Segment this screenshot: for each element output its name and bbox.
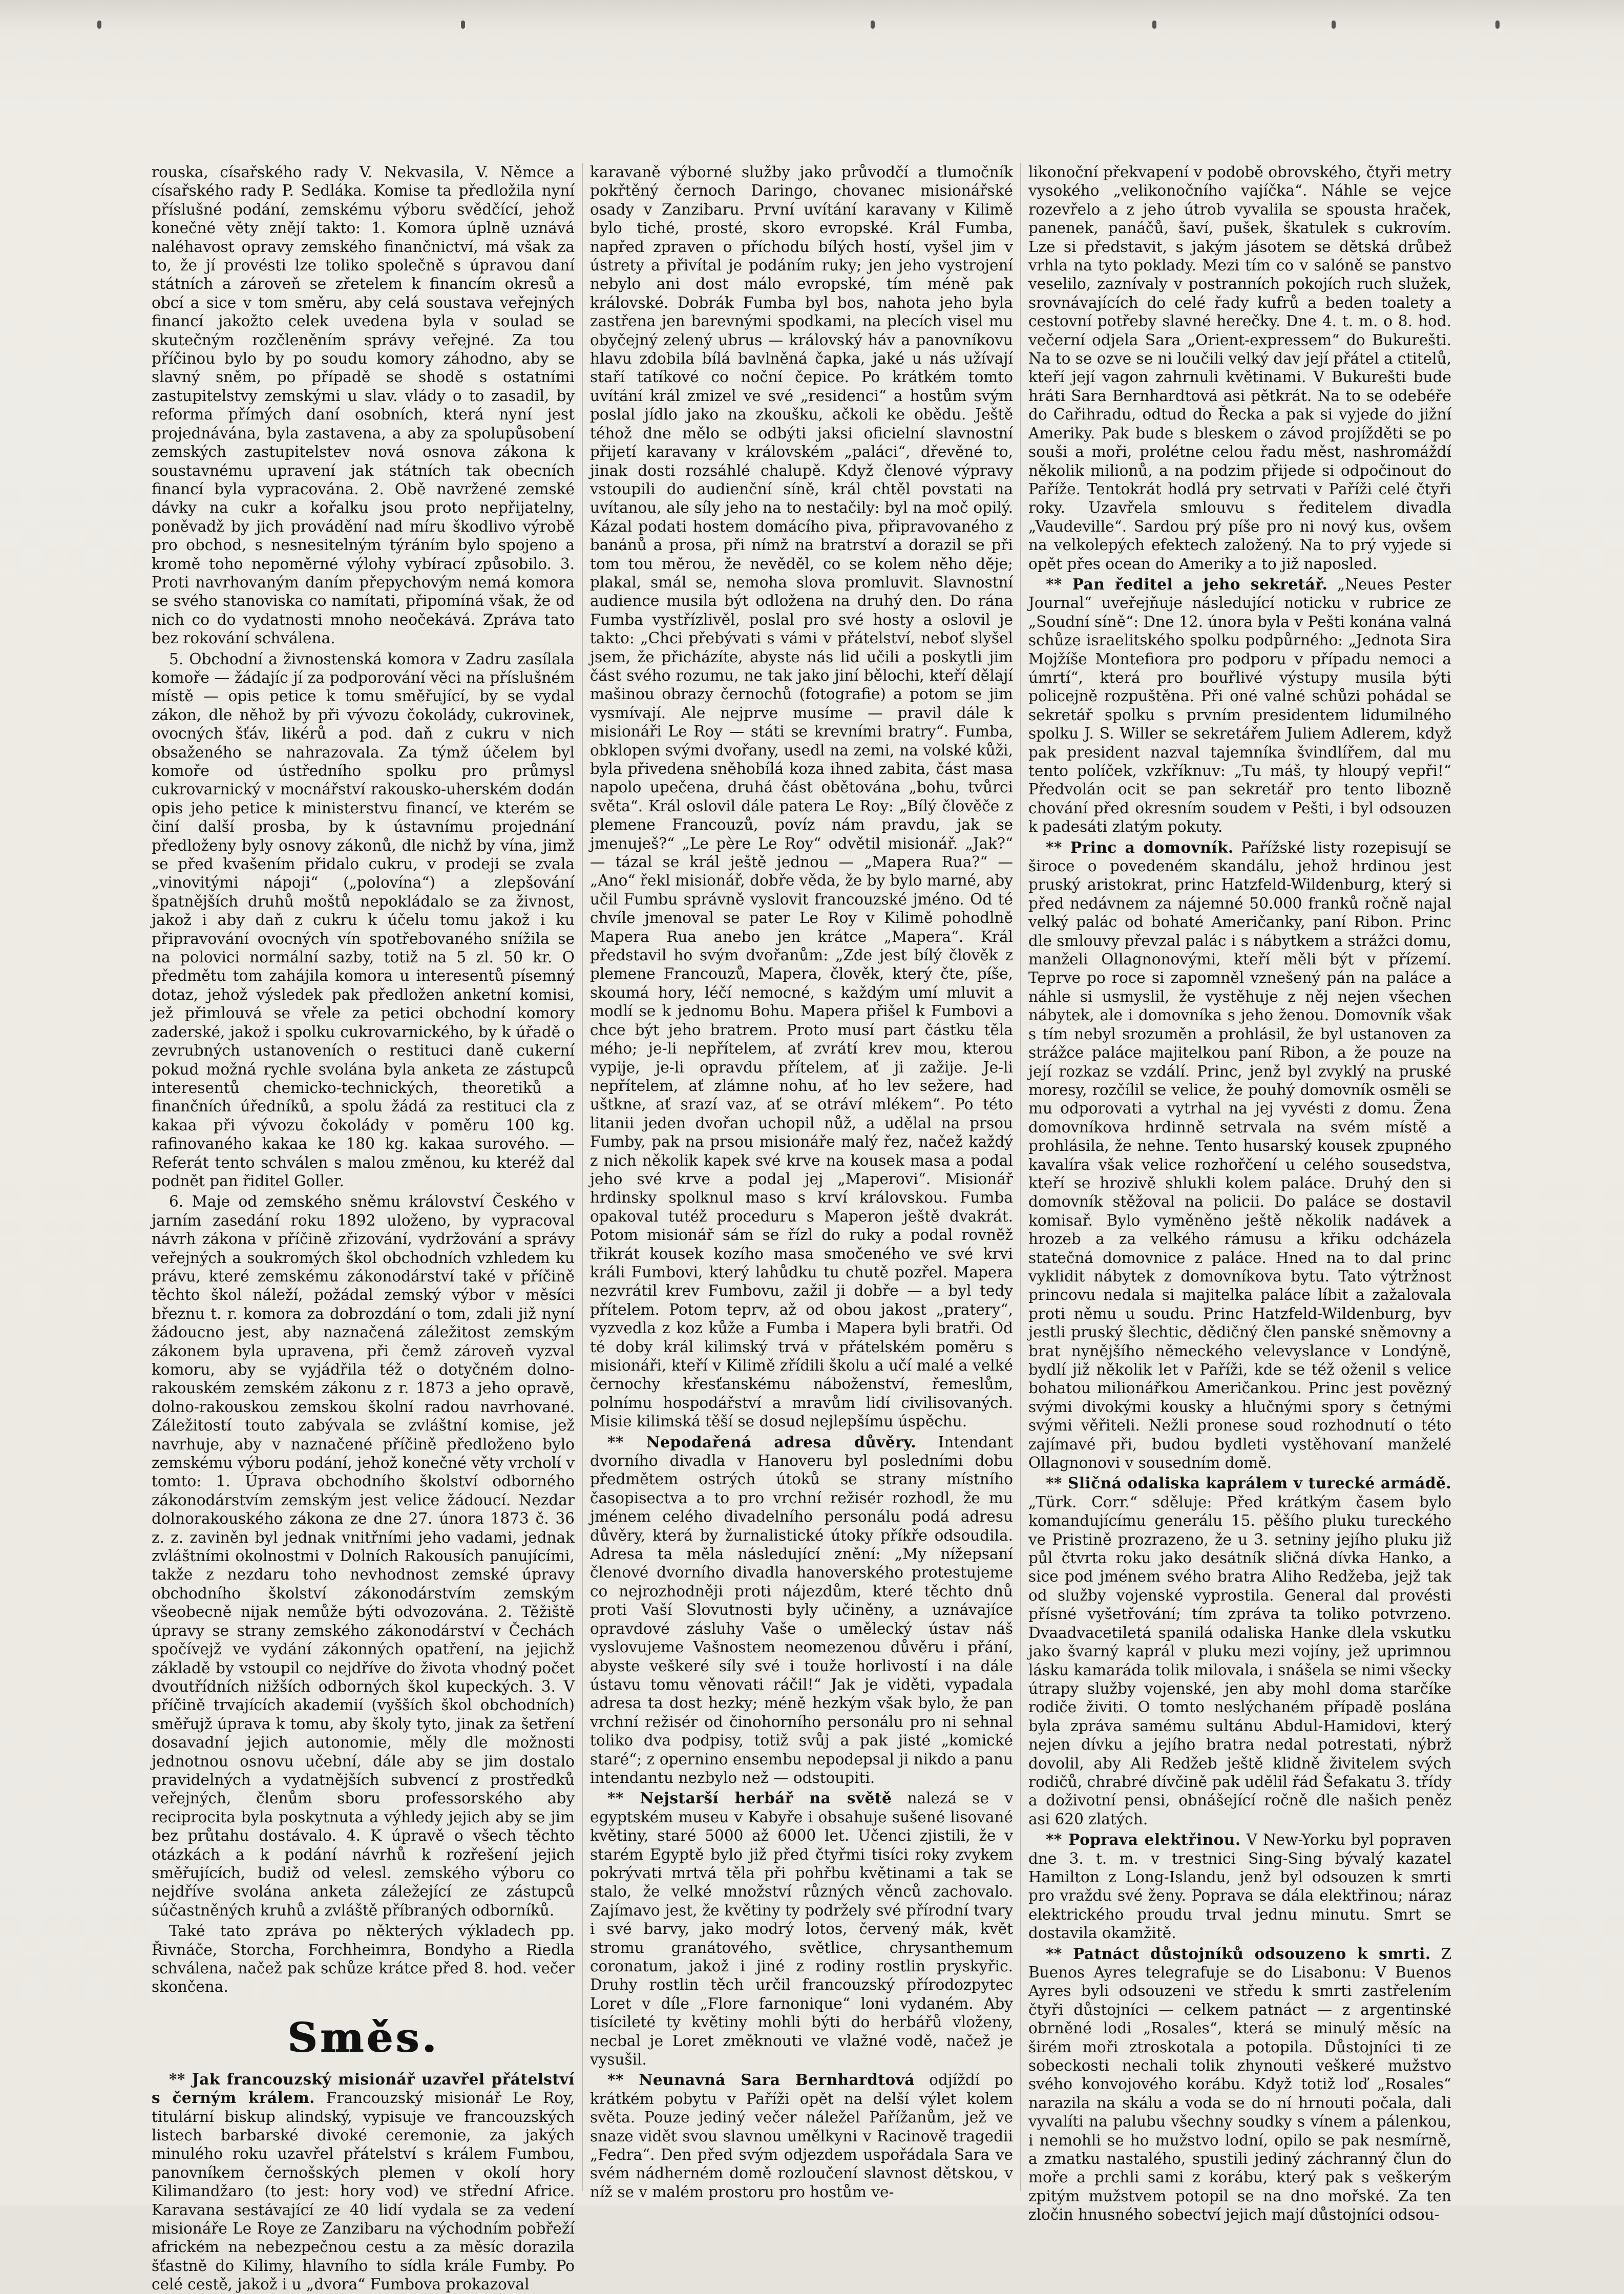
paragraph (152, 650, 575, 1191)
paragraph-text: Z Buenos Ayres telegrafuje se do Lisabonu: V Buenos Ayres byli odsouzeni ve středu k smrti zastřelením čtyři důstojníci — celkem patnáct — z argentinské obrněné lodi „Rosales“, která se minulý měsíc na širém moři ztroskotala a potopila. Důstojníci ti ze sobeckosti nechali tolik zhynouti veškeré mužstvo svého konvojového korábu. Když totiž loď „Rosales“ narazila na skálu a voda se do ní hrnouti počala, dali vyvalíti na palubu všechny soudky s vínem a pálenkou, i nemohli se ho mužstvo lodní, opilo se pak nesmírně, a zmatku nastalého, spustili jediný záchranný člun do moře a prchli sami z korábu, který pak s veškerým zpitým mužstvem potopil se na dno mořské. Za ten zločin hnusného sobectví jejich mají důstojníci odsou- (1028, 1945, 1452, 2224)
news-item (1028, 1830, 1451, 1942)
column-1 (152, 163, 575, 2293)
paragraph-text: Francouzský misionář Le Roy, titulární biskup alindský, vypisuje ve francouzských listech barbarské divoké ceremonie, za jakých minulého roku uzavřel přátelství s králem Fumbou, panovníkem černošských plemen v okolí hory Kilimandžaro (to jest: hory vod) ve střední Africe. Karavana sestávající ze 40 lidí vydala se za vedení misionáře Le Roye ze Zanzibaru na východním pobřeží africkém na nebezpečnou cestu a za měsíc dorazila šťastně do Kilimy, hlavního to sídla krále Fumby. Po celé cestě, jakož i u „dvora“ Fumbova prokazoval (152, 2089, 575, 2293)
news-item-headline: ** Poprava elektřinou. (1046, 1830, 1241, 1849)
news-item-headline: ** Jak francouzský misionář uzavřel přátelství s černým králem. (152, 2070, 575, 2107)
paragraph (590, 163, 1013, 1431)
paragraph-text: V New-Yorku byl popraven dne 3. t. m. v trestnici Sing-Sing bývalý kazatel Hamilton z Long-Islandu, jenž byl odsouzen k smrti pro vraždu své ženy. Poprava se dála elektřinou; náraz elektrického proudu trval jednu minutu. Smrt se dostavila okamžitě. (1028, 1831, 1451, 1942)
paragraph-text: nalezá se v egyptském museu v Kabyře i obsahuje sušené lisované květiny, staré 5000 až 6000 let. Učenci zjistili, že v starém Egyptě bylo již před čtyřmi tisíci roky zvykem pokrývati mrtvá těla při pohřbu květinami a tak se stalo, že velké množství různých věnců zachovalo. Zajímavo jest, že květiny ty podržely své přírodní tvary i své barvy, jako modrý lotos, červený mák, květ stromu granátového, světlice, chrysanthemum coronatum, jakož i jiné z rodiny rostlin pryskyřic. Druhy rostlin těch určil francouzský přírodozpytec Loret v díle „Flore farnonique“ loni vydaném. Aby tisícileté ty květiny mohli býti do herbářů vloženy, necbal je Loret změknouti ve vlažné vodě, načež je vysušil. (590, 1790, 1013, 2069)
news-item-headline: ** Nepodařená adresa důvěry. (607, 1433, 917, 1451)
news-item (152, 2070, 575, 2294)
section-heading: Směs. (287, 2013, 439, 2061)
paragraph-text: rouska, císařského rady V. Nekvasila, V. Němce a císařského rady P. Sedláka. Komise ta předložila nyní příslušné podání, zemskému výboru svědčící, jehož konečné věty znějí takto: 1. Komora úplně uznává naléhavost opravy zemského finančnictví, má však za to, že jí provésti lze toliko společně s úpravou daní státních a zároveň se zřetelem k financím okresů a obcí a sice v tom směru, aby celá soustava veřejných financí jakožto celek uvedena byla v soulad se skutečným rozčleněním správy veřejné. Za tou příčinou bylo by po soudu komory záhodno, aby se slavný sněm, po případě se shodě s ostatními zastupitelstvy zemskými u slav. vlády o to zasadil, by reforma přímých daní osobních, která nyní jest projednávána, byla zastavena, a aby za spolupůsobení zemských zastupitelstev nová osnova zákona k soustavnému upravení jak státních tak obecních financí byla vypracována. 2. Obě navržené zemské dávky na cukr a kořalku jsou proto nepřijatelny, poněvadž by jich provádění nad míru škodlivo výrobě pro obchod, s nesnesitelným týráním bylo spojeno a kromě toho nepoměrné výlohy vybírací způsobilo. 3. Proti navrhovaným daním přepychovým nemá komora se svého stanoviska co namítati, připomíná však, že od nich co do vydatnosti mnoho neočekává. Zpráva tato bez rokování schválena. (152, 163, 575, 647)
paragraph-text: 6. Maje od zemského sněmu království Českého v jarním zasedání roku 1892 uloženo, by vypracoval návrh zákona v příčině zřizování, vydržování a správy veřejných a soukromých škol obchodních vzhledem ku právu, které zemskému zákonodárství také v příčině těchto škol náleží, požádal zemský výbor v měsíci březnu t. r. komora za dobrozdání o tom, zdali již nyní žádoucno jest, aby naznačená záležitost zemským zákonem byla upravena, při čemž zároveň vyzval komoru, aby se vyjádřila též o dotyčném dolno-rakouském zemském zákonu z r. 1873 a jeho opravě, dolno-rakouskou zemskou školní radou navrhované. Záležitostí touto zabývala se zvláštní komise, jež navrhuje, aby v naznačené příčině předloženo bylo zemskému výboru podání, jehož konečné věty vrcholí v tomto: 1. Úprava obchodního školství odborného zákonodárstvím zemským jest velice žádoucí. Nezdar dolnorakouského zákona ze dne 27. února 1873 č. 36 z. z. zaviněn byl jednak vnitřními jeho vadami, jednak zvláštními okolnostmi v Dolních Rakousích panujícími, takže z nezdaru toho nevhodnost zemské úpravy obchodního školství zákonodárstvím zemským všeobecně nijak nemůže býti odvozována. 2. Těžiště úpravy se strany zemského zákonodárství v Čechách spočívejž ve vydání zákonných opatření, na jejichž základě by vstoupil co nejdříve do života vhodný počet dvoutřídních nižších odborných škol kupeckých. 3. V příčině trvajících akademií (vyšších škol obchodních) směřujž úprava k tomu, aby školy tyto, jinak za šetření dosavadní jejich autonomie, měly dle možnosti jednotnou osnovu učební, dále aby se jim dostalo pravidelných a vydatnějších subvencí z prostředků veřejných, členům sboru professorského aby reciprocita byla poskytnuta a výhledy jejich aby se jim bez průtahu dostávalo. 4. K úpravě o všech těchto otázkách a k podání návrhů k rozřešení jejich směřujících, budiž od velesl. zemského výboru co nejdříve svolána anketa záležející ze zástupců súčastněných kruhů a zvláště příbraných odborníků. (152, 1193, 575, 1919)
paragraph-text: Také tato zpráva po některých výkladech pp. Řivnáče, Storcha, Forchheimra, Bondyho a Riedla schválena, načež pak schůze krátce před 8. hod. večer skončena. (152, 1922, 575, 1996)
paragraph-text: 5. Obchodní a živnostenská komora v Zadru zasílala komoře — žádajíc jí za podporování věci na příslušném místě — opis petice k tomu směřující, by se vydal zákon, dle něhož by při vývozu čokolády, cukrovinek, ovocných šťáv, likérů a pod. daň z cukru v nich obsaženého se nahrazovala. Za týmž účelem byl komoře od ústředního spolku pro průmysl cukrovarnický v mocnářství rakousko-uherském dodán opis jeho petice k ministerstvu financí, ve kterém se činí další prosba, by k ústavnímu projednání předloženy byly osnovy zákonů, dle nichž by vína, jimž se před kvašením přidalo cukru, v prodeji se zvala „vinovitými nápoji“ („polovína“) a zlepšování špatnějších druhů moštů nepokládalo se za živnost, jakož i aby daň z cukru k účelu tomu jakož i ku připravování ovocných vín spotřebovaného snížila se na polovici normální sazby, totiž na 5 zl. 50 kr. O předmětu tom zahájila komora u interesentů písemný dotaz, jehož výsledek pak předložen anketní komisi, jež přimlouvá se vřele za petici obchodní komory zaderské, jakož i spolku cukrovarnického, by k úřadě o zevrubných ustanoveních o restituci daně cukerní pokud možná rychle svolána byla anketa ze zástupců interesentů chemicko-technických, theoretiků a finančních úředníků, a spolu žádá za restituci cla z kakaa při vývozu čokolády v poměru 100 kg. rafinovaného kakaa ke 180 kg. kakaa surového. — Referát tento schválen s malou změnou, ku kteréž dal podnět pan řiditel Goller. (152, 650, 575, 1190)
text-columns (152, 163, 1524, 2293)
paragraph (152, 1922, 575, 1996)
paragraph-text: likonoční překvapení v podobě obrovského, čtyři metry vysokého „velikonočního vajíčka“. Náhle se vejce rozevřelo a z jeho útrob vyvalila se spousta hraček, panenek, panáčů, šaví, pušek, škatulek s cukrovím. Lze si představit, s jakým jásotem se dětská drůbež vrhla na tyto poklady. Mezi tím co v salóně se panstvo veselilo, zaznívaly v postranních pokojích ruch služek, srovnávajících do celé řady kufrů a beden toalety a cestovní potřeby slavné herečky. Dne 4. t. m. o 8. hod. večerní odjela Sara „Orient-expressem“ do Bukurešti. Na to se ozve se ni loučili velký dav její přátel a ctitelů, kteří její vagon zahrnuli květinami. V Bukurešti bude hráti Sara Bernhardtová asi pětkrát. Na to se odebéře do Cařihradu, odtud do Řecka a pak si vyjede do jižní Ameriky. Pak bude s bleskem o závod projížděti se po souši a moři, prolétne celou řadu měst, nashromáždí několik milionů, a na podzim přijede si odpočinout do Paříže. Tentokrát hodlá pry setrvati v Paříži celé čtyři roky. Uzavřela smlouvu s ředitelem divadla „Vaudeville“. Sardou prý píše pro ni nový kus, ovšem na velkolepých efektech založený. Na to prý vyjede si opět přes ocean do Ameriky a to již naposled. (1028, 163, 1451, 573)
news-item-headline: ** Sličná odaliska kaprálem v turecké armádě. (1046, 1474, 1451, 1492)
news-item (1028, 575, 1451, 836)
news-item (590, 2071, 1013, 2201)
paragraph-text: „Neues Pester Journal“ uveřejňuje následující noticku v rubrice ze „Soudní síně“: Dne 12. února byla v Pešti konána valná schůze israelitského spolku podpůrného: „Jednota Sira Mojžíše Montefiora pro podporu v případu nemoci a úmrtí“, která pro bouřlivé výstupy musila býti policejně rozpuštěna. Při oné valné schůzi pohádal se sekretář spolku s prvním presidentem lidumilného spolku J. S. Willer se sekretářem Juliem Adlerem, když pak president nazval tajemníka švindlířem, dal mu tento políček, vzkříknuv: „Tu máš, ty hloupý vepři!“ Předvolán ocit se pan sekretář pro tento libozně chování před okresním soudem v Pešti, i byl odsouzen k padesáti zlatým pokuty. (1028, 575, 1451, 836)
news-item (1028, 838, 1451, 1472)
news-item-headline: ** Pan ředitel a jeho sekretář. (1046, 575, 1328, 593)
news-item-headline: ** Nejstarší herbář na světě (607, 1789, 892, 1807)
news-item-headline: ** Princ a domovník. (1046, 838, 1234, 856)
paragraph-text: Pařížské listy rozepisují se široce o povedeném skandálu, jehož hrdinou jest pruský aristokrat, princ Hatzfeld-Wildenburg, který si před nedávnem za nájemné 50.000 franků ročně najal velký palác od bohaté Američanky, paní Ribon. Princ dle smlouvy převzal palác i s nábytkem a strážci domu, manželi Ollagnonovými, kteří měli být v přízemí. Teprve po roce si zapomněl vznešený pán na paláce a náhle si usmyslil, že vystěhuje z něj nejen všechen nábytek, ale i domovníka s jeho ženou. Domovník však s tím nebyl srozuměn a prohlásil, že byl ustanoven za strážce paláce majitelkou paní Ribon, a že pouze na její rozkaz se vzdálí. Princ, jenž byl zvyklý na pruské moresy, rozčílil se velice, že pouhý domovník osměli se mu odporovati a vytrhal na jej vyvésti z domu. Žena domovníkova hrdinně setrvala na svém místě a prohlásila, že nehne. Tento husarský kousek zpupného kavalíra však velice rozhořčení u celého sousedstva, kteří se hrozivě shlukli kolem paláce. Druhý den si domovník stěžoval na policii. Do paláce se dostavil komisař. Bylo vyměněno ještě několik nadávek a hrozeb a za velkého rámusu a křiku odcházela statečná domovnice z paláce. Hned na to dal princ vyklidit nábytek z domovníkova bytu. Tato výtržnost princovu nedala si majitelka paláce líbit a zažalovala proti němu u soudu. Princ Hatzfeld-Wildenburg, byv jestli pruský šlechtic, dědičný člen panské sněmovny a brat nynějšího německého velevyslance v Londýně, bydlí již několik let v Paříži, kde se též oženil s velice bohatou milionářkou Američankou. Princ jest povězný svými divokými kousky a hlučnými spory s četnými svými věřiteli. Nežli pronese soud rozhodnutí o této zajímavé při, budou bydleti vystěhovaní manželé Ollagnonovi v sousedním domě. (1028, 838, 1451, 1472)
column-3 (1020, 163, 1452, 2224)
news-item-headline: ** Neunavná Sara Bernhardtová (607, 2071, 915, 2089)
page-edge-marks (0, 20, 1624, 41)
news-item (590, 1789, 1013, 2069)
paragraph-text: odjíždí po krátkém pobytu v Paříži opět na delší výlet kolem světa. Pouze jediný večer náležel Pařížanům, jež ve snaze vidět svou slavnou umělkyni v Racinově tragedii „Fedra“. Den před svým odjezdem uspořádala Sara ve svém nádherném domě rozloučení slavnost dětskou, v níž se v malém prostoru pro hostům ve- (590, 2071, 1013, 2201)
paragraph-text: karavaně výborné služby jako průvodčí a tlumočník pokřtěný černoch Daringo, chovanec misionářské osady v Zanzibaru. První uvítání karavany v Kilimě bylo tiché, prosté, skoro evropské. Král Fumba, napřed zpraven o příchodu bílých hostí, vyšel jim v ústrety a přivítal je podáním ruky; jen jeho vystrojení nebylo ani dost málo evropské, tím méně pak královské. Dobrák Fumba byl bos, nahota jeho byla zastřena jen barevnými spodkami, na plecích visel mu obyčejný zelený ubrus — královský háv a panovníkovu hlavu zdobila bílá bavlněná čapka, jaké u nás užívají staří tatíkové co noční čepice. Po krátkém tomto uvítání král zmizel ve své „residenci“ a hostům svým poslal jídlo jako na zkoušku, ačkoli ke obědu. Ještě téhož dne mělo se odbýti jaksi oficielní slavnostní přijetí karavany v královském „paláci“, dřevěné to, jinak dosti rozsáhlé chalupě. Když členové výpravy vstoupili do audienční síně, král chtěl povstati na uvítanou, ale síly jeho na to nestačily: byl na moč opilý. Kázal podati hostem domácího piva, připravovaného z banánů a prosa, při nímž na bratrství a dorazil se při tom tou měrou, že nevěděl, co se kolem něho děje; plakal, smál se, nemoha slova promluvit. Slavnostní audience musila být odložena na druhý den. Do rána Fumba vystřízlivěl, poslal pro své hosty a oslovil je takto: „Chci přebývati s vámi v přátelství, neboť slyšel jsem, že přicházíte, abyste nás lid učili a poskytli jim část svého rozumu, ne tak jako jiní bělochi, kteří dělají mašinou obrazy černochů (fotografie) a potom se jim vysmívají. Ale nejprve musíme — pravil dále k misionáři Le Roy — státi se krevními bratry“. Fumba, obklopen svými dvořany, usedl na zemi, na volské kůži, byla přivedena sněhobílá koza ihned zabita, část masa napolo upečena, druhá část obětována „bohu, tvůrci světa“. Král oslovil dále patera Le Roy: „Bílý člověče z plemene Francouzů, povíz nám pravdu, jak se jmenuješ?“ „Le père Le Roy“ odvětil misionář. „Jak?“ — tázal se král ještě jednou — „Mapera Rua?“ — „Ano“ řekl misionář, dobře věda, že by bylo marné, aby učil Fumbu správně vyslovit francouzské jméno. Od té chvíle jmenoval se pater Le Roy v Kilimě pohodlně Mapera Rua anebo jen krátce „Mapera“. Král představil ho svým dvořanům: „Zde jest bílý člověk z plemene Francouzů, Mapera, člověk, který čte, píše, skoumá hory, léčí nemocné, s každým umí mluvit a modlí se k jednomu Bohu. Mapera přišel k Fumbovi a chce být jeho bratrem. Proto musí part částku těla mého; je-li nepřítelem, ať zvrátí krev mou, kterou vypije, je-li opravdu přítelem, ať ji zažije. Je-li nepřítelem, ať zlámne nohu, ať ho lev sežere, had uštkne, ať srazí vaz, ať se otráví mlékem“. Po této litanii jeden dvořan uchopil nůž, a udělal na prsou Fumby, pak na prsou misionáře malý řez, načež každý z nich několik kapek své krve na kousek masa a podal jeho své krve a podal jej „Maperovi“. Misionář hrdinsky spolknul maso s krví královskou. Fumba opakoval tutéž proceduru s Maperon ještě dvakrát. Potom misionář sám se řízl do ruky a podal rovněž třikrát kousek kozího masa smočeného ve své krvi králi Fumbovi, který lahůdku tu chutě pozřel. Mapera nezvrátil krev Fumbovu, zažil ji dobře — a byl tedy přítelem. Potom teprv, až od obou jakost „pratery“, vyzvedla z koz kůže a Fumba i Mapera byli bratři. Od té doby král kilimský trvá v přátelském poměru s misionáři, kteří v Kilimě zřídili školu a učí malé a velké černochy křesťanskému náboženství, řemeslům, polnímu hospodářství a mravům lidí civilisovaných. Misie kilimská těší se dosud nejlepšímu úspěchu. (590, 163, 1013, 1430)
paragraph (1028, 163, 1451, 573)
news-item (1028, 1945, 1451, 2224)
news-item (1028, 1474, 1451, 1828)
paragraph (152, 1192, 575, 1920)
paragraph-text: Intendant dvorního divadla v Hanoveru byl posledními dobu předmětem ostrých útoků se strany místního časopisectva a to pro vrchní režisér rozhodl, že mu jménem celého divadelního personálu podá adresu důvěry, která by žurnalistické útoky příkře odsoudila. Adresa ta měla následující znění: „My nížepsaní členové dvorního divadla hanoverského protestujeme co nejrozhodněji proti nájezdům, které těchto dnů proti Vaší Slovutnosti byly učiněny, a uznávajíce opravdové zásluhy Vaše o umělecký ústav náš vyslovujeme Vašnostem neomezenou důvěru i přání, abyste veškeré síly své i touže horlivostí i na dále ústavu tomu věnovati ráčil!“ Jak je viděti, vypadala adresa ta dost hezky; méně hezkým však bylo, že pan vrchní režisér od činohorního personálu pro ni sehnal toliko dva podpisy, totiž svůj a pak jisté „komické staré“; z opernino ensembu nepodepsal ji nikdo a panu intendantu nezbylo než — odstoupiti. (590, 1433, 1013, 1786)
column-2 (582, 163, 1013, 2201)
paragraph (152, 163, 575, 648)
news-item-headline: ** Patnáct důstojníků odsouzeno k smrti. (1046, 1944, 1431, 1963)
paragraph-text: „Türk. Corr.“ sděluje: Před krátkým časem bylo komandujícímu generálu 15. pěšího pluku tureckého ve Pristině prozrazeno, že u 3. setniny jejího pluku již půl čtvrta roku jako desátník sličná dívka Hanko, a sice pod jménem svého bratra Aliho Redžeba, jejž tak od služby vojenské vyprostila. General dal provésti přísné vyšetřování; tím zpráva ta toliko potvrzeno. Dvaadvacetiletá spanilá odaliska Hanke dlela vskutku jako švarný kaprál v pluku mezi vojíny, jež uprimnou lásku kamaráda tolik milovala, i snášela se nimi všecky útrapy služby vojenské, jen aby mohl doma starčíke rodiče živiti. O tomto neslýchaném případě poslána byla zpráva samému sultánu Abdul-Hamidovi, který nejen dívku a jejího bratra nedal potrestati, nýbrž dovolil, aby Ali Redžeb ještě klidně živitelem svých rodičů, chrabré dívčině pak udělil řád Šefakatu 3. třídy a doživotní pensi, obnášející ročně dle našich peněz asi 620 zlatých. (1028, 1493, 1451, 1828)
news-item (590, 1433, 1013, 1787)
